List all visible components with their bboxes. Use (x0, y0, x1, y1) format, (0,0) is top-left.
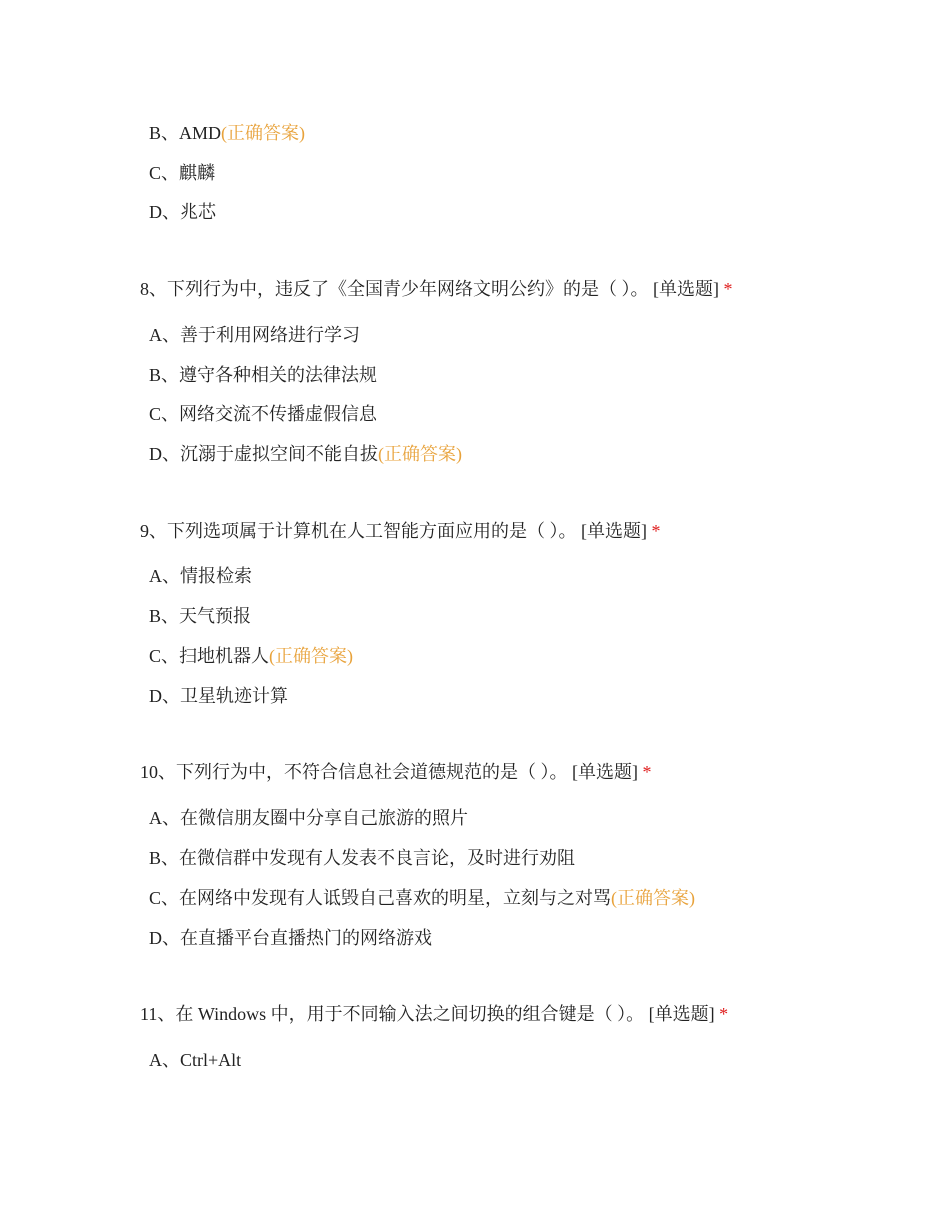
option-line (149, 564, 252, 588)
option-text: B、遵守各种相关的法律法规 (149, 365, 378, 385)
question-type-label: [单选题] (653, 279, 719, 299)
question-title (140, 519, 661, 543)
required-mark: * (719, 1004, 729, 1024)
option-line (149, 200, 216, 224)
option-line (149, 644, 353, 668)
question-text: 10、下列行为中，不符合信息社会道德规范的是（ ）。 (140, 762, 568, 782)
option-line (149, 886, 695, 910)
question-title (140, 760, 652, 784)
question-text: 9、下列选项属于计算机在人工智能方面应用的是（ ）。 (140, 521, 577, 541)
option-text: B、在微信群中发现有人发表不良言论，及时进行劝阻 (149, 848, 576, 868)
question-type-label: [单选题] (581, 521, 647, 541)
option-line (149, 121, 305, 145)
required-mark: * (642, 762, 652, 782)
option-text: C、在网络中发现有人诋毁自己喜欢的明星，立刻与之对骂 (149, 888, 612, 908)
option-line (149, 161, 215, 185)
option-text: D、兆芯 (149, 202, 216, 222)
option-line (149, 806, 468, 830)
option-text: D、沉溺于虚拟空间不能自拔 (149, 444, 378, 464)
option-text: D、在直播平台直播热门的网络游戏 (149, 928, 432, 948)
option-line (149, 604, 251, 628)
question-text: 8、下列行为中，违反了《全国青少年网络文明公约》的是（ ）。 (140, 279, 649, 299)
option-text: C、网络交流不传播虚假信息 (149, 404, 378, 424)
option-text: A、在微信朋友圈中分享自己旅游的照片 (149, 808, 468, 828)
question-title (140, 1002, 728, 1026)
option-text: C、扫地机器人 (149, 646, 270, 666)
required-mark: * (651, 521, 661, 541)
correct-answer-mark: (正确答案) (611, 888, 696, 908)
required-mark: * (723, 279, 733, 299)
option-text: B、AMD (149, 123, 222, 143)
correct-answer-mark: (正确答案) (221, 123, 306, 143)
option-line (149, 323, 360, 347)
correct-answer-mark: (正确答案) (378, 444, 462, 464)
option-line (149, 1048, 241, 1072)
option-line (149, 402, 377, 426)
option-line (149, 926, 432, 950)
question-type-label: [单选题] (572, 762, 638, 782)
correct-answer-mark: (正确答案) (269, 646, 354, 666)
option-line (149, 363, 377, 387)
option-text: B、天气预报 (149, 606, 252, 626)
option-text: D、卫星轨迹计算 (149, 686, 288, 706)
question-text: 11、在 Windows 中，用于不同输入法之间切换的组合键是（ ）。 (140, 1004, 645, 1024)
option-text: C、麒麟 (149, 163, 216, 183)
option-text: A、善于利用网络进行学习 (149, 325, 360, 345)
option-line (149, 442, 462, 466)
option-line (149, 684, 288, 708)
option-text: A、情报检索 (149, 566, 252, 586)
option-line (149, 846, 575, 870)
option-text: A、Ctrl+Alt (149, 1050, 242, 1070)
question-title (140, 277, 733, 301)
question-type-label: [单选题] (648, 1004, 715, 1024)
